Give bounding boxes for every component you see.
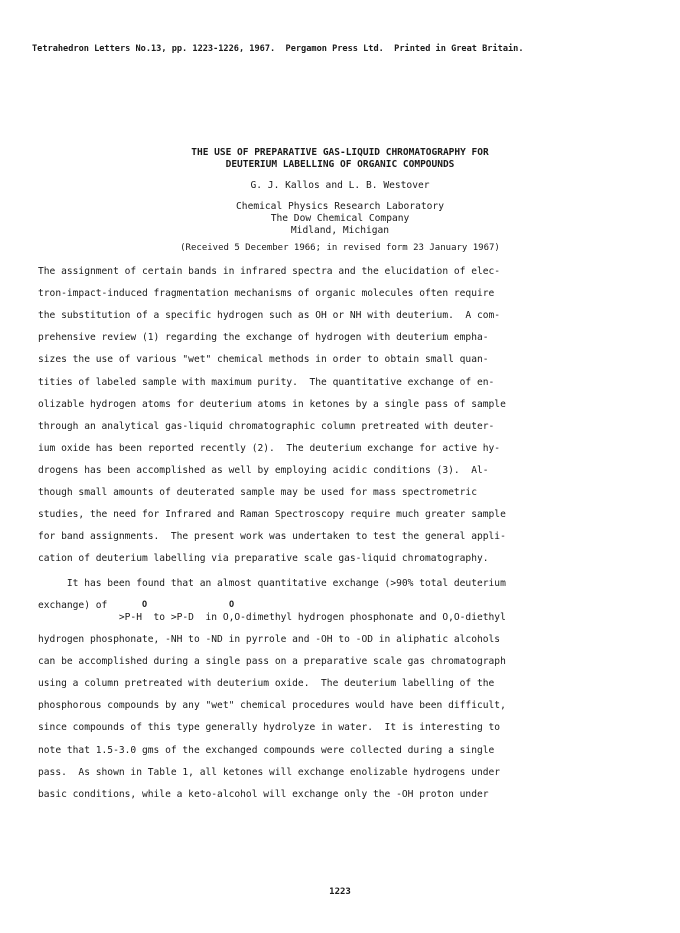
article-title-line-1: THE USE OF PREPARATIVE GAS-LIQUID CHROMATOGRAPHY FOR	[191, 147, 489, 158]
authors: G. J. Kallos and L. B. Westover	[250, 180, 430, 191]
affiliation-company: The Dow Chemical Company	[270, 213, 410, 224]
text-line: basic conditions, while a keto-alcohol will exchange only the -OH proton under	[38, 788, 489, 800]
text-line: tron-impact-induced fragmentation mechanisms of organic molecules often require	[38, 288, 495, 300]
affiliation-location: Midland, Michigan	[290, 225, 390, 236]
text-line: for band assignments. The present work was undertaken to test the general appli-	[38, 531, 506, 543]
text-line: though small amounts of deuterated sample may be used for mass spectrometric	[38, 487, 477, 498]
paragraph-2-line-2b: >P-H to >P-D in O,O-dimethyl hydrogen phosphonate and O,O-diethyl	[38, 612, 506, 623]
text-line: olizable hydrogen atoms for deuterium atoms in ketones by a single pass of sample	[38, 398, 506, 410]
text-line: The assignment of certain bands in infrared spectra and the elucidation of elec-	[38, 266, 501, 277]
text-line: the substitution of a specific hydrogen such as OH or NH with deuterium. A com-	[38, 310, 501, 322]
page-number: 1223	[329, 887, 351, 897]
text-line: sizes the use of various "wet" chemical methods in order to obtain small quan-	[38, 354, 489, 366]
article-title-line-2: DEUTERIUM LABELLING OF ORGANIC COMPOUNDS	[225, 159, 455, 170]
text-line: prehensive review (1) regarding the exchange of hydrogen with deuterium empha-	[38, 332, 489, 344]
text-line: pass. As shown in Table 1, all ketones will exchange enolizable hydrogens under	[38, 766, 501, 778]
paragraph-2-line-2a: exchange) of	[38, 600, 108, 611]
text-line: using a column pretreated with deuterium oxide. The deuterium labelling of the	[38, 678, 495, 690]
affiliation-lab: Chemical Physics Research Laboratory	[236, 201, 444, 212]
text-line: studies, the need for Infrared and Raman Spectroscopy require much greater sample	[38, 509, 506, 521]
text-line: drogens has been accomplished as well by employing acidic conditions (3). Al-	[38, 464, 489, 476]
journal-citation: Tetrahedron Letters No.13, pp. 1223-1226, 1967. Pergamon Press Ltd. Printed in Great Britain.	[32, 44, 524, 54]
received-dates: (Received 5 December 1966; in revised form 23 January 1967)	[180, 243, 500, 253]
paragraph-2-line-1: It has been found that an almost quantitative exchange (>90% total deuterium	[38, 578, 506, 589]
carbonyl-o-label-2: O	[229, 600, 235, 610]
text-line: note that 1.5-3.0 gms of the exchanged compounds were collected during a single	[38, 744, 495, 756]
text-line: through an analytical gas-liquid chromatographic column pretreated with deuter-	[38, 420, 495, 432]
text-line: can be accomplished during a single pass on a preparative scale gas chromatograph	[38, 656, 506, 668]
text-line: cation of deuterium labelling via preparative scale gas-liquid chromatography.	[38, 553, 489, 565]
carbonyl-o-label-1: O	[142, 600, 148, 610]
text-line: since compounds of this type generally hydrolyze in water. It is interesting to	[38, 722, 501, 734]
text-line: phosphorous compounds by any "wet" chemical procedures would have been difficult,	[38, 700, 506, 712]
text-line: hydrogen phosphonate, -NH to -ND in pyrrole and -OH to -OD in aliphatic alcohols	[38, 634, 501, 645]
text-line: ium oxide has been reported recently (2). The deuterium exchange for active hy-	[38, 442, 501, 454]
text-line: tities of labeled sample with maximum purity. The quantitative exchange of en-	[38, 376, 495, 388]
